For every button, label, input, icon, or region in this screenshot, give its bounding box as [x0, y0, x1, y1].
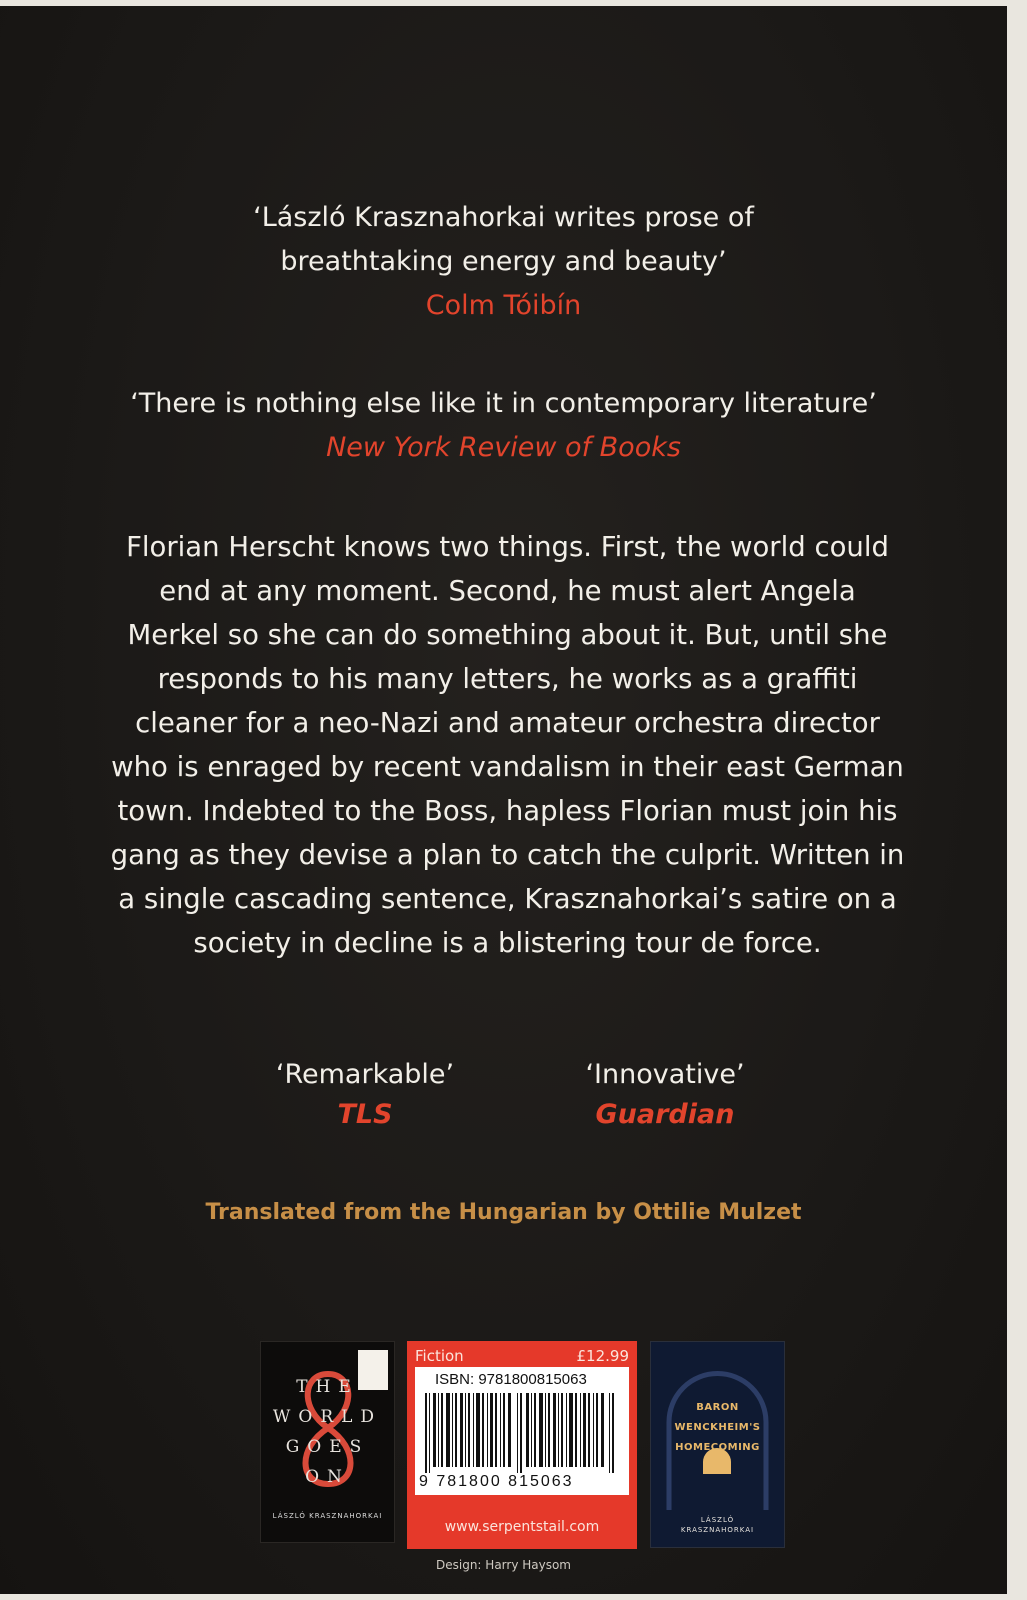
quote-text-line: breathtaking energy and beauty’	[280, 246, 727, 277]
book-title-line: THE	[296, 1377, 359, 1397]
book-author-line: KRASZNAHORKAI	[680, 1526, 755, 1534]
book-author: LÁSZLÓ KRASZNAHORKAI	[272, 1512, 383, 1520]
quote-text-line: ‘There is nothing else like it in contemporary literature’	[130, 388, 877, 419]
scan-edge-top	[0, 0, 1027, 6]
book-title-line: ON	[305, 1467, 350, 1487]
book-title	[271, 1372, 384, 1492]
book-title-line: GOES	[285, 1437, 370, 1457]
book-thumbnail-baron-wenckheim	[650, 1341, 785, 1548]
arch-icon	[665, 1370, 770, 1510]
quote-attribution: Colm Tóibín	[425, 290, 582, 321]
book-author-line: LÁSZLÓ	[700, 1516, 735, 1524]
price-label: £12.99	[576, 1347, 629, 1365]
book-title-line: HOMECOMING	[675, 1442, 760, 1453]
design-credit: Design: Harry Haysom	[436, 1558, 571, 1572]
book-blurb: Florian Herscht knows two things. First, the world could end at any moment. Second, he must alert Angela Merkel so she can do something about it. But, until she responds to his many letters, he works as a graffiti cleaner for a neo-Nazi and amateur orchestra director who is enraged by recent vandalism in their east German town. Indebted to the Boss, hapless Florian must join his gang as they devise a plan to catch the culprit. Written in a single cascading sentence, Krasznahorkai’s satire on a society in decline is a blistering tour de force.	[110, 531, 905, 959]
short-quote-text: ‘Remarkable’	[275, 1059, 455, 1090]
book-thumbnail-world-goes-on	[260, 1341, 395, 1543]
short-quote-attribution: TLS	[337, 1099, 393, 1130]
quote-nyrb	[0, 382, 1007, 470]
translator-credit: Translated from the Hungarian by Ottilie Mulzet	[205, 1200, 802, 1225]
book-title-line: BARON	[696, 1402, 739, 1413]
scan-edge-bottom	[0, 1594, 1027, 1600]
short-quote-tls	[235, 1055, 495, 1135]
genre-label: Fiction	[415, 1347, 464, 1365]
short-quote-attribution: Guardian	[595, 1099, 735, 1130]
quote-attribution: New York Review of Books	[326, 432, 681, 463]
short-quote-text: ‘Innovative’	[585, 1059, 745, 1090]
book-title-line: WENCKHEIM'S	[674, 1422, 761, 1433]
barcode-label	[415, 1367, 629, 1495]
barcode-header	[415, 1345, 629, 1367]
book-title-line: WORLD	[272, 1407, 383, 1427]
barcode-digits: 9 781800 815063	[419, 1473, 574, 1490]
quote-text-line: ‘László Krasznahorkai writes prose of	[253, 202, 754, 233]
isbn-text: ISBN: 9781800815063	[435, 1371, 587, 1388]
barcode-panel	[407, 1341, 637, 1549]
publisher-url: www.serpentstail.com	[444, 1519, 600, 1535]
short-quote-guardian	[535, 1055, 795, 1135]
barcode-bars	[425, 1393, 619, 1473]
quote-toibin	[0, 196, 1007, 328]
scan-edge-right	[1007, 0, 1027, 1600]
